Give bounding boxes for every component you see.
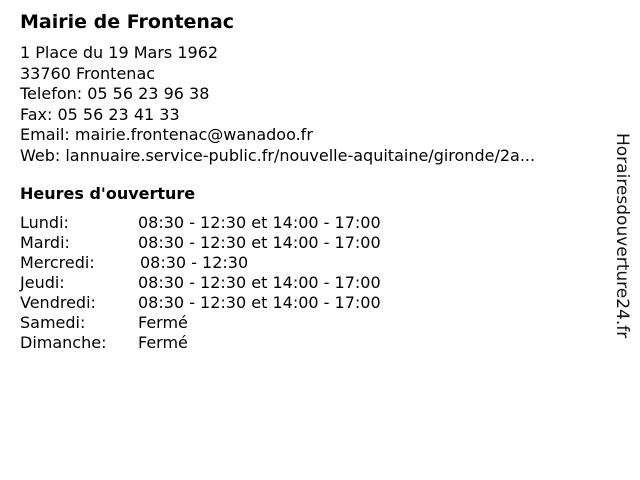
email-address: Email: mairie.frontenac@wanadoo.fr [20, 125, 313, 144]
day-hours: 08:30 - 12:30 et 14:00 - 17:00 [138, 213, 381, 232]
opening-hours-heading: Heures d'ouverture [20, 184, 196, 203]
phone-number: Telefon: 05 56 23 96 38 [20, 84, 210, 103]
website-url: Web: lannuaire.service-public.fr/nouvelle-aquitaine/gironde/2a... [20, 145, 536, 165]
day-label: Jeudi: [20, 273, 65, 292]
day-hours: 08:30 - 12:30 [140, 253, 249, 272]
day-label: Mardi: [20, 233, 70, 252]
day-label: Vendredi: [20, 293, 96, 312]
site-watermark [609, 133, 637, 373]
day-hours: 08:30 - 12:30 et 14:00 - 17:00 [138, 293, 381, 312]
page-title: Mairie de Frontenac [20, 11, 235, 33]
address-line-1: 1 Place du 19 Mars 1962 [20, 43, 219, 62]
fax-number: Fax: 05 56 23 41 33 [20, 104, 180, 124]
day-label: Dimanche: [20, 333, 107, 352]
watermark-text: Horairesdouverture24.fr [612, 133, 632, 339]
day-hours: 08:30 - 12:30 et 14:00 - 17:00 [138, 233, 381, 252]
day-label: Mercredi: [20, 253, 95, 272]
day-hours: Fermé [138, 313, 188, 332]
day-hours: Fermé [138, 333, 188, 352]
day-label: Samedi: [20, 313, 86, 332]
day-hours: 08:30 - 12:30 et 14:00 - 17:00 [138, 273, 381, 292]
contact-block [20, 43, 535, 166]
address-line-2: 33760 Frontenac [20, 63, 156, 83]
day-label: Lundi: [20, 213, 69, 232]
